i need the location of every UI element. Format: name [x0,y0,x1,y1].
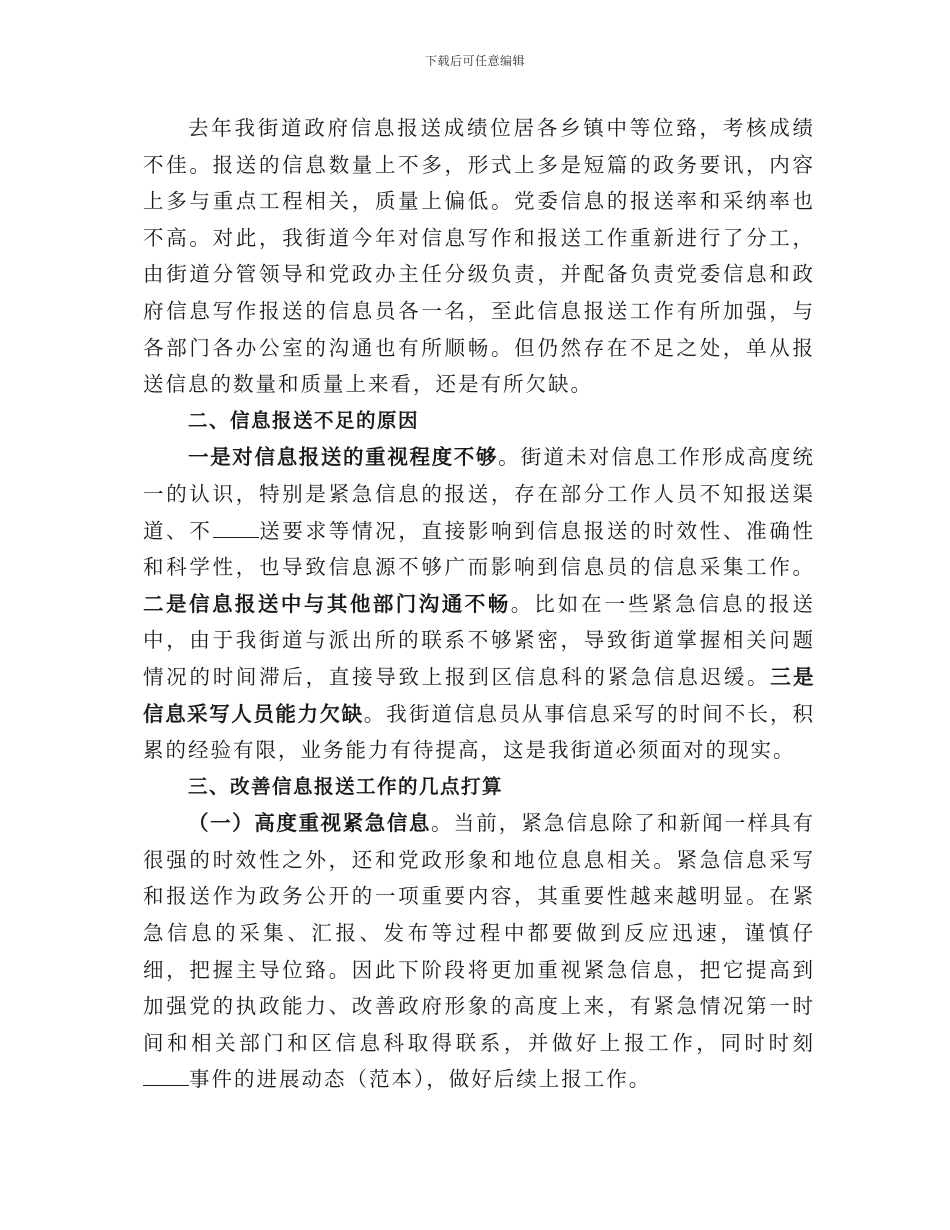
blank-line [213,519,259,538]
page-header: 下载后可任意编辑 [424,54,525,68]
reason-1-text-cont: 送要求等情况，直接影响到信息报送的时效性、准确性和科学性，也导致信息源不够广而影响到信息员的信息采集工作。 [143,518,816,580]
section-heading-3: 三、改善信息报送工作的几点打算 [188,774,504,798]
plan-1-text: 。当前，紧急信息除了和新闻一样具有很强的时效性之外，还和党政形象和地位息息相关。紧急信息采写和报送作为政务公开的一项重要内容，其重要性越来越明显。在紧急信息的采集、汇报、发布等过程中都要做到反应迅速，谨慎仔细，把握主导位臵。因此下阶段将更加重视紧急信息，把它提高到加强党的执政能力、改善政府形象的高度上来，有紧急情况第一时间和相关部门和区信息科取得联系，并做好上报工作，同时时刻 [143,811,816,1055]
reason-3-title: 三是信息采写人员能力欠缺 [143,664,816,726]
paragraph-reasons [143,439,815,768]
reason-1-text: 。街道未对信息工作形成高度统一的认识，特别是紧急信息的报送，存在部分工作人员不知报送渠道、不 [143,445,816,543]
reason-1-title: 一是对信息报送的重视程度不够 [188,445,499,470]
paragraph-plans [143,805,815,1098]
plan-1-title: （一）高度重视紧急信息 [188,811,432,836]
reason-3-text: 。我街道信息员从事信息采写的时间不长，积累的经验有限，业务能力有待提高，这是我街道必须面对的现实。 [143,701,816,763]
document-body [143,110,815,1098]
plan-1-text-cont: 事件的进展动态（范本），做好后续上报工作。 [189,1067,652,1092]
reason-2-text: 。比如在一些紧急信息的报送中，由于我街道与派出所的联系不够紧密，导致街道掌握相关问题情况的时间滞后，直接导致上报到区信息科的紧急信息迟缓。 [143,591,816,689]
blank-line [143,1067,189,1086]
paragraph-intro: 去年我街道政府信息报送成绩位居各乡镇中等位臵，考核成绩不佳。报送的信息数量上不多，形式上多是短篇的政务要讯，内容上多与重点工程相关，质量上偏低。党委信息的报送率和采纳率也不高。对此，我街道今年对信息写作和报送工作重新进行了分工，由街道分管领导和党政办主任分级负责，并配备负责党委信息和政府信息写作报送的信息员各一名，至此信息报送工作有所加强，与各部门各办公室的沟通也有所顺畅。但仍然存在不足之处，单从报送信息的数量和质量上来看，还是有所欠缺。 [143,116,815,397]
section-heading-2: 二、信息报送不足的原因 [188,408,420,432]
reason-2-title: 二是信息报送中与其他部门沟通不畅 [143,591,511,616]
